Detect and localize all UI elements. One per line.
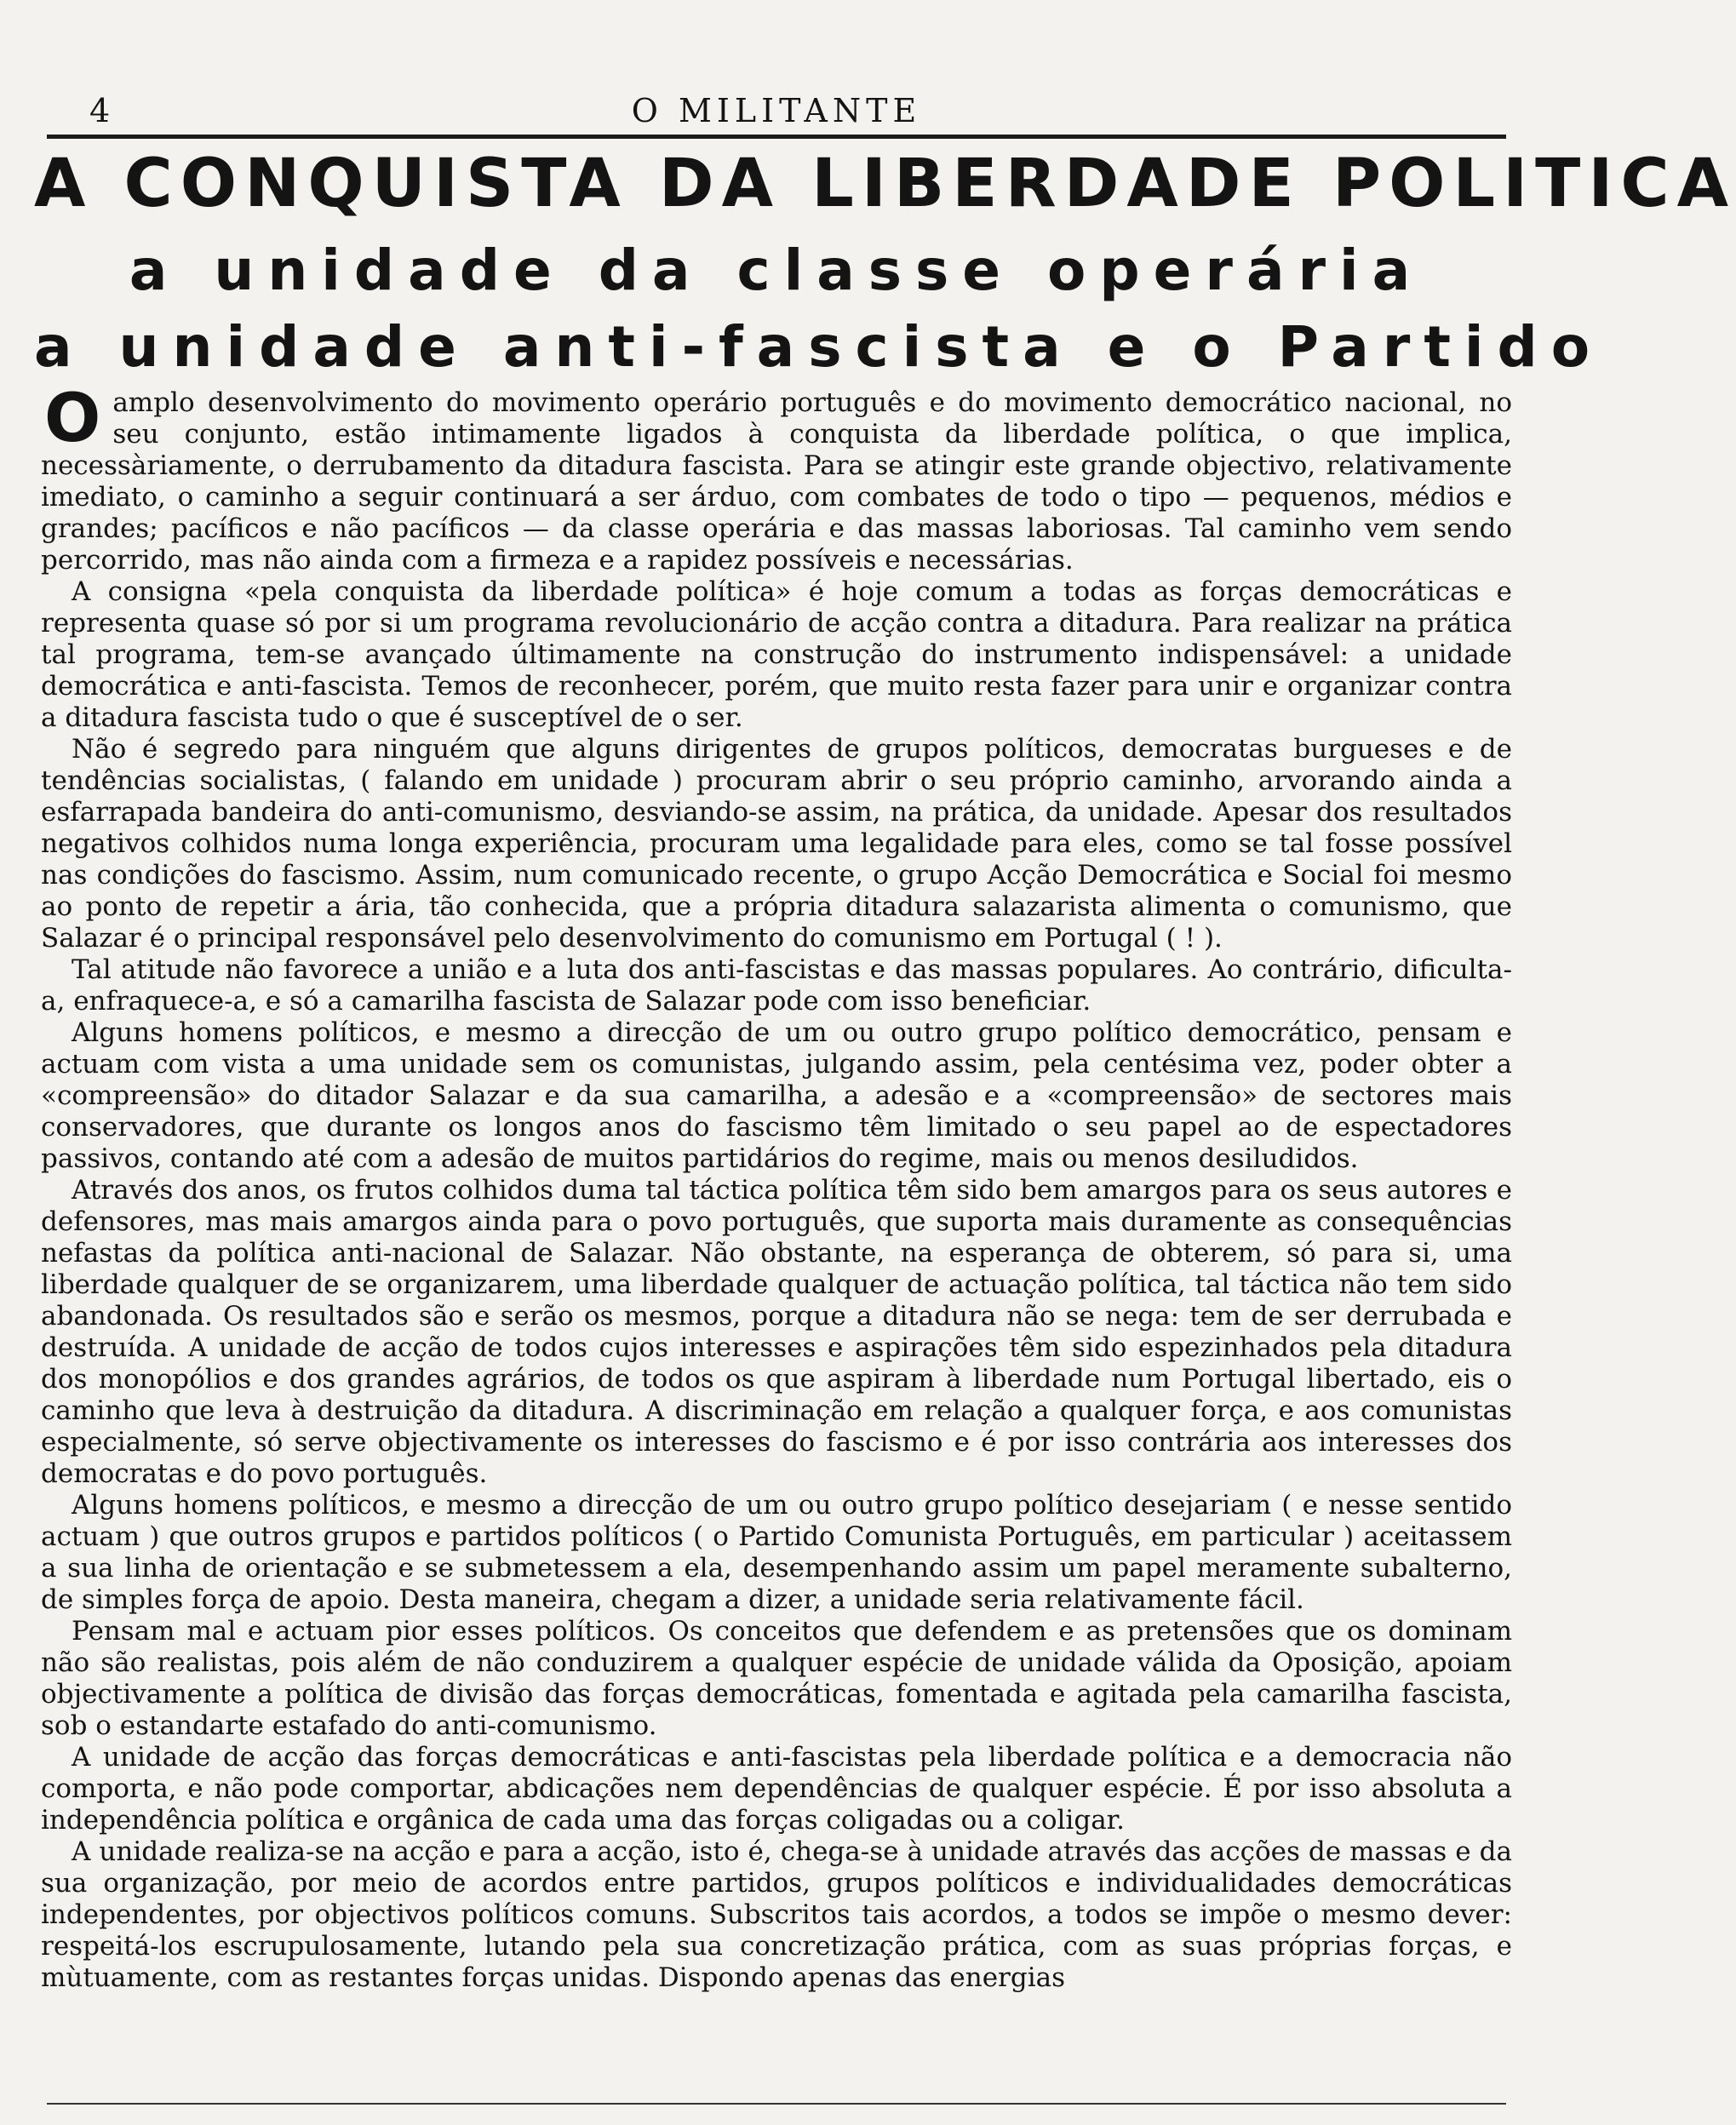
masthead: O MILITANTE (631, 92, 922, 129)
headline: A CONQUISTA DA LIBERDADE POLITICA (34, 146, 1736, 222)
article-paragraph: Alguns homens políticos, e mesmo a direcção de um ou outro grupo político desejariam ( e nesse sentido actuam ) que outros grupos e partidos políticos ( o Partido Comunista Português, em particular ) aceitassem a sua linha de orientação e se submetessem a ela, desempenhando assim um papel meramente subalterno, de simples força de apoio. Desta maneira, chegam a dizer, a unidade seria relativamente fácil. (41, 1490, 1512, 1615)
article-paragraph: Através dos anos, os frutos colhidos duma tal táctica política têm sido bem amargos para os seus autores e defensores, mas mais amargos ainda para o povo português, que suporta mais duramente as consequências nefastas da política anti-nacional de Salazar. Não obstante, na esperança de obterem, só para si, uma liberdade qualquer de se organizarem, uma liberdade qualquer de actuação política, tal táctica não tem sido abandonada. Os resultados são e serão os mesmos, porque a ditadura não se nega: tem de ser derrubada e destruída. A unidade de acção de todos cujos interesses e aspirações têm sido espezinhados pela ditadura dos monopólios e dos grandes agrários, de todos os que aspiram à liberdade num Portugal libertado, eis o caminho que leva à destruição da ditadura. A discriminação em relação a qualquer força, e aos comunistas especialmente, só serve objectivamente os interesses do fascismo e é por isso contrária aos interesses dos democratas e do povo português. (41, 1175, 1512, 1489)
article-paragraph: Alguns homens políticos, e mesmo a direcção de um ou outro grupo político democrático, pensam e actuam com vista a uma unidade sem os comunistas, julgando assim, pela centésima vez, poder obter a «compreensão» do ditador Salazar e da sua camarilha, a adesão e a «compreensão» de sectores mais conservadores, que durante os longos anos do fascismo têm limitado o seu papel ao de espectadores passivos, contando até com a adesão de muitos partidários do regime, mais ou menos desiludidos. (41, 1017, 1512, 1174)
dropcap: O (44, 381, 101, 457)
page-header (47, 85, 1506, 136)
page-number: 4 (89, 92, 112, 129)
paragraph-text: amplo desenvolvimento do movimento operário português e do movimento democrático nacional, no seu conjunto, estão intimamente ligados à conquista da liberdade política, o que implica, necessàriamente, o derrubamento da ditadura fascista. Para se atingir este grande objectivo, relativamente imediato, o caminho a seguir continuará a ser árduo, com combates de todo o tipo — pequenos, médios e grandes; pacíficos e não pacíficos — da classe operária e das massas laboriosas. Tal caminho vem sendo percorrido, mas não ainda com a firmeza e a rapidez possíveis e necessárias. (41, 387, 1512, 576)
article-paragraph: A unidade realiza-se na acção e para a acção, isto é, chega-se à unidade através das acções de massas e da sua organização, por meio de acordos entre partidos, grupos políticos e individualidades democráticas independentes, por objectivos políticos comuns. Subscritos tais acordos, a todos se impõe o mesmo dever: respeitá-los escrupulosamente, lutando pela sua concretização prática, com as suas próprias forças, e mùtuamente, com as restantes forças unidas. Dispondo apenas das energias (41, 1836, 1512, 1993)
article-paragraph: A consigna «pela conquista da liberdade política» é hoje comum a todas as forças democráticas e representa quase só por si um programa revolucionário de acção contra a ditadura. Para realizar na prática tal programa, tem-se avançado últimamente na construção do instrumento indispensável: a unidade democrática e anti-fascista. Temos de reconhecer, porém, que muito resta fazer para unir e organizar contra a ditadura fascista tudo o que é susceptível de o ser. (41, 576, 1512, 733)
subhead-antifascist-unity: a unidade anti-fascista e o Partido (34, 314, 1604, 380)
article-paragraph (41, 381, 1512, 576)
subhead-working-class-unity: a unidade da classe operária (129, 238, 1424, 303)
article-paragraph: A unidade de acção das forças democráticas e anti-fascistas pela liberdade política e a democracia não comporta, e não pode comportar, abdicações nem dependências de qualquer espécie. É por isso absoluta a independência política e orgânica de cada uma das forças coligadas ou a coligar. (41, 1742, 1512, 1836)
article-paragraph: Não é segredo para ninguém que alguns dirigentes de grupos políticos, democratas burgueses e de tendências socialistas, ( falando em unidade ) procuram abrir o seu próprio caminho, arvorando ainda a esfarrapada bandeira do anti-comunismo, desviando-se assim, na prática, da unidade. Apesar dos resultados negativos colhidos numa longa experiência, procuram uma legalidade para eles, como se tal fosse possível nas condições do fascismo. Assim, num comunicado recente, o grupo Acção Democrática e Social foi mesmo ao ponto de repetir a ária, tão conhecida, que a própria ditadura salazarista alimenta o comunismo, que Salazar é o principal responsável pelo desenvolvimento do comunismo em Portugal ( ! ). (41, 734, 1512, 954)
article-paragraph: Pensam mal e actuam pior esses políticos. Os conceitos que defendem e as pretensões que os dominam não são realistas, pois além de não conduzirem a qualquer espécie de unidade válida da Oposição, apoiam objectivamente a política de divisão das forças democráticas, fomentada e agitada pela camarilha fascista, sob o estandarte estafado do anti-comunismo. (41, 1616, 1512, 1741)
article-body (41, 381, 1512, 1994)
footer-rule (47, 2103, 1506, 2105)
header-rule (47, 135, 1506, 139)
article-paragraph: Tal atitude não favorece a união e a luta dos anti-fascistas e das massas populares. Ao contrário, dificulta-a, enfraquece-a, e só a camarilha fascista de Salazar pode com isso beneficiar. (41, 954, 1512, 1017)
